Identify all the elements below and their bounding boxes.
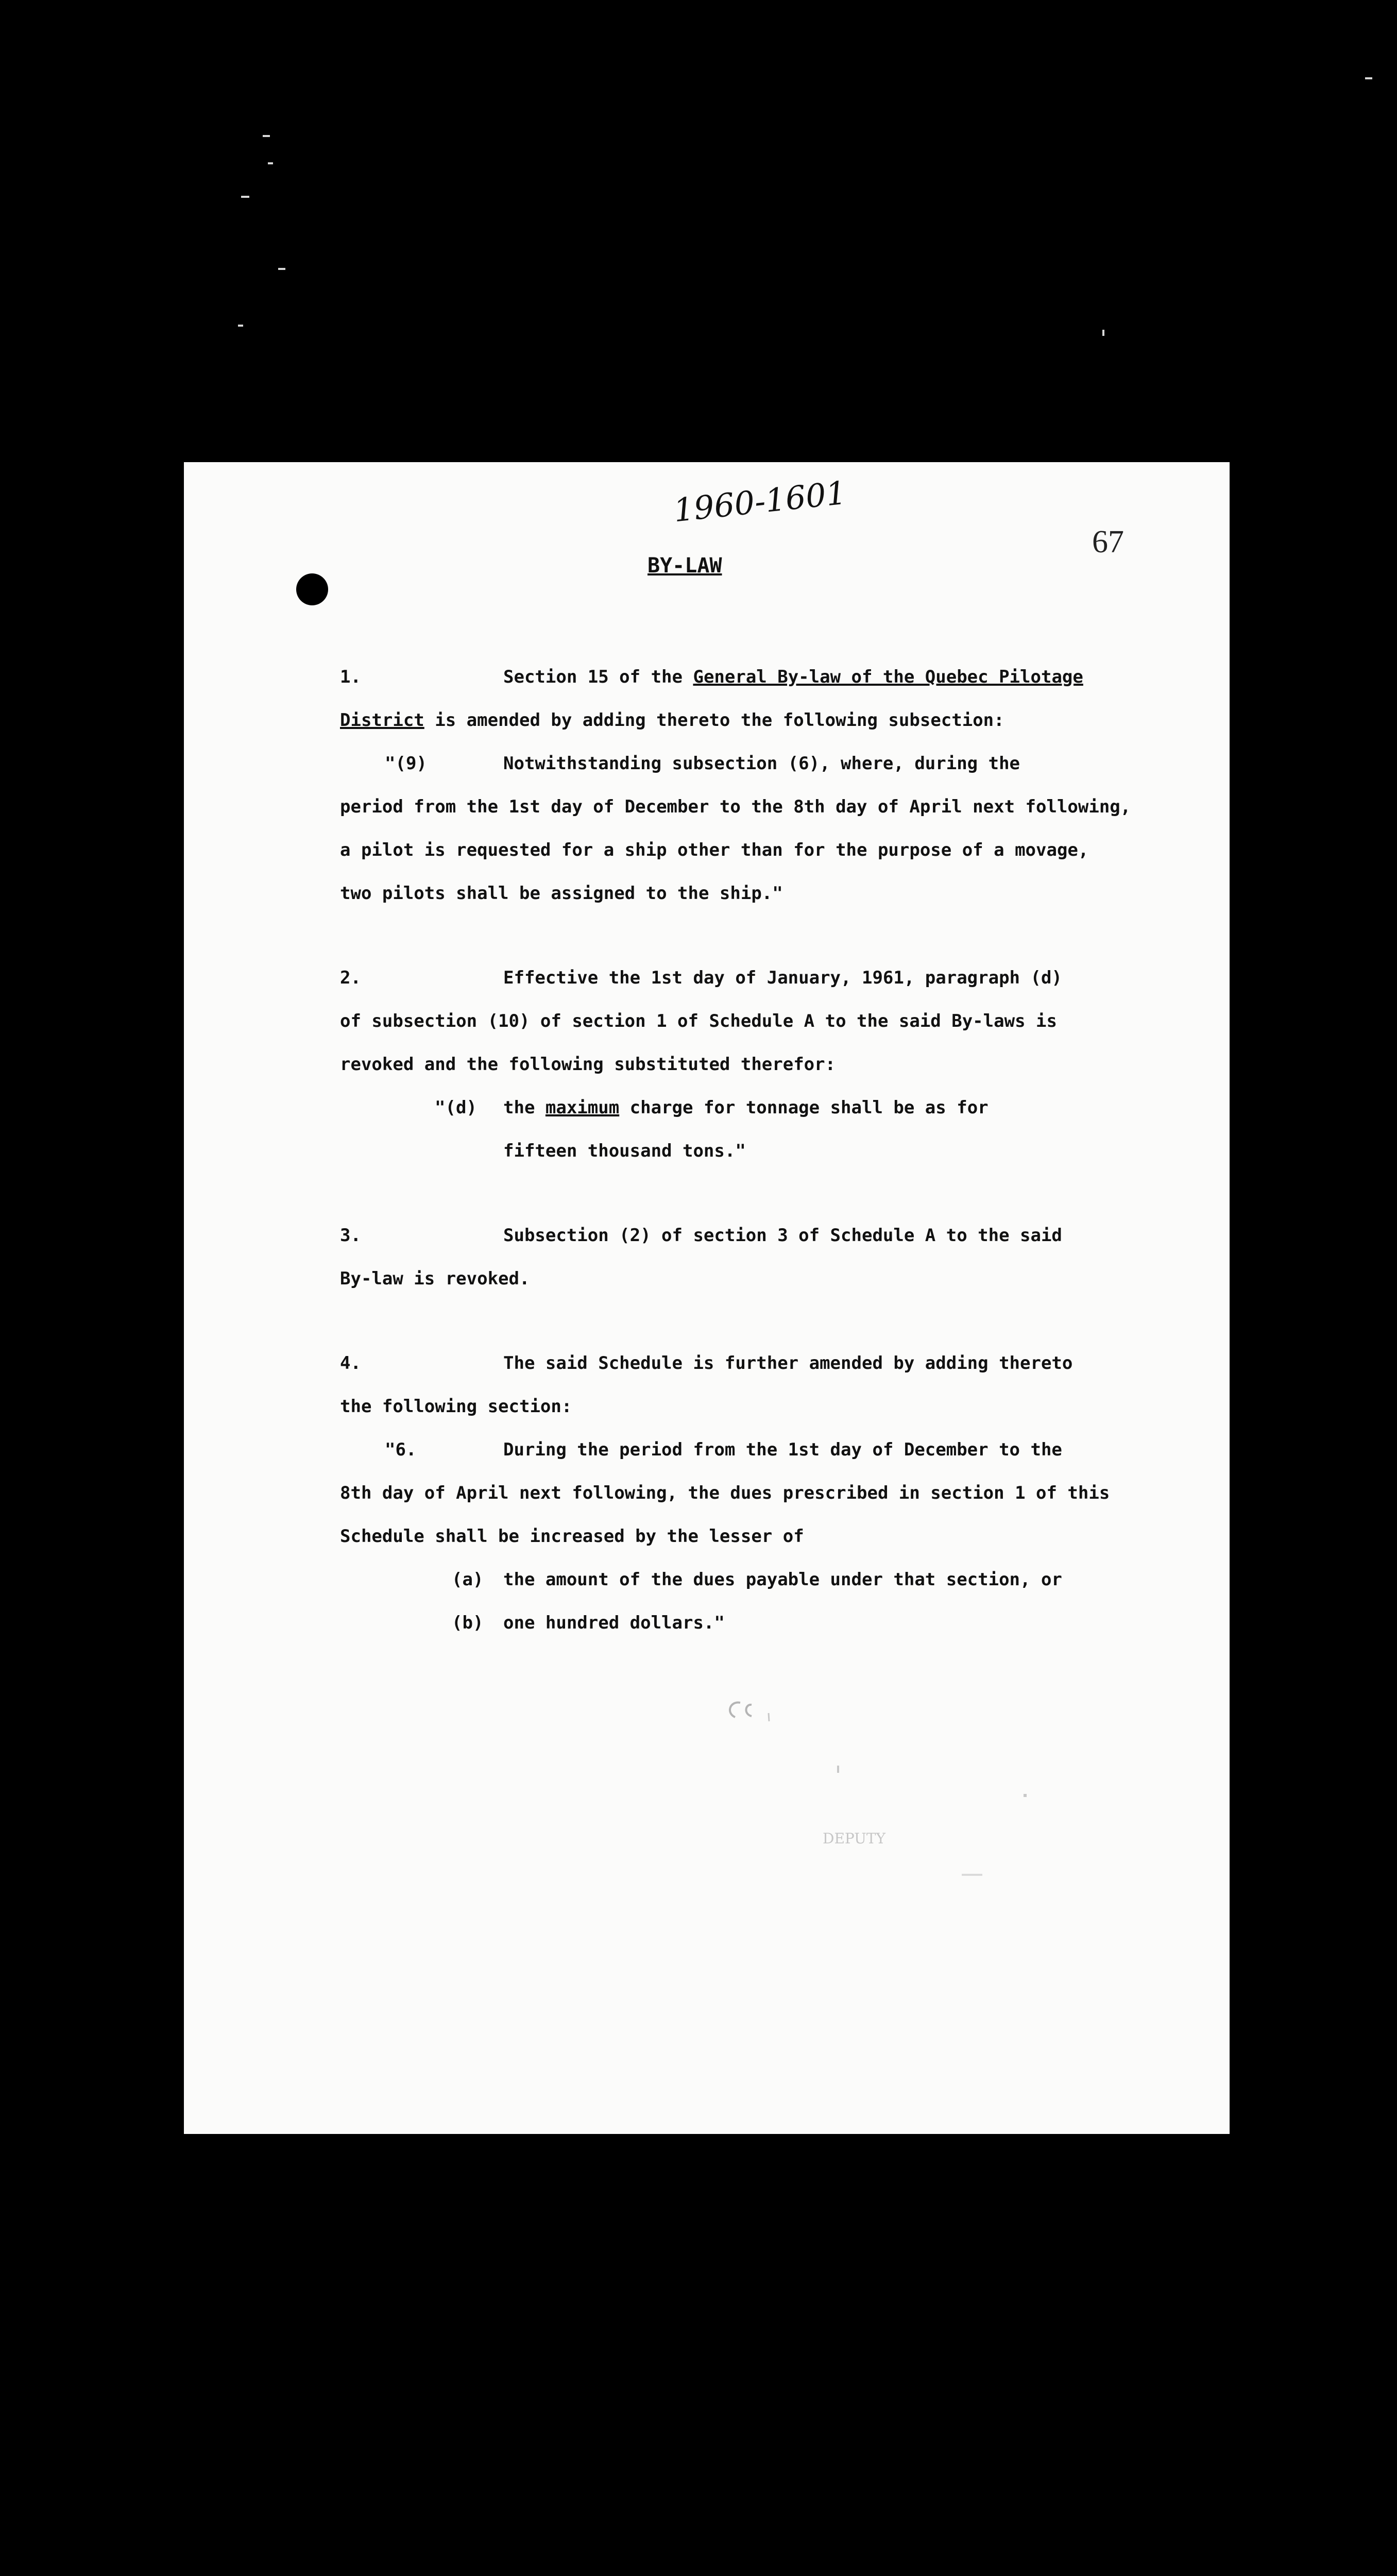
paragraph-d-label: "(d) [435, 1097, 477, 1118]
scan-speck [1102, 330, 1104, 336]
section-1-number: 1. [340, 667, 361, 687]
section-4-line-3: During the period from the 1st day of December to the [503, 1439, 1062, 1460]
faint-signature-mark [720, 1693, 802, 1730]
item-b-text: one hundred dollars." [503, 1613, 725, 1633]
item-a-text: the amount of the dues payable under that section, or [503, 1569, 1062, 1590]
paragraph-d-line-2: fifteen thousand tons." [503, 1141, 746, 1161]
section-1-line-2 [340, 710, 1004, 731]
scan-speck [1365, 77, 1372, 79]
section-3-line-2: By-law is revoked. [340, 1268, 530, 1289]
section-1-line-6: two pilots shall be assigned to the ship." [340, 883, 783, 904]
paper-speck [962, 1874, 982, 1876]
scan-speck [238, 325, 243, 327]
section-2-line-2: of subsection (10) of section 1 of Schedule A to the said By-laws is [340, 1011, 1057, 1031]
bylaw-name-underlined: General By-law of the Quebec Pilotage [693, 667, 1083, 687]
section-3-line-1: Subsection (2) of section 3 of Schedule A to the said [503, 1225, 1062, 1246]
section-1-line-4: period from the 1st day of December to the 8th day of April next following, [340, 796, 1131, 817]
paragraph-d-line-1 [503, 1097, 989, 1118]
scan-speck [241, 196, 249, 198]
document-page [184, 462, 1230, 2134]
faint-stamp-text: DEPUTY [823, 1830, 885, 1847]
punch-hole [296, 573, 328, 605]
scan-speck [278, 268, 285, 270]
subsection-9-number: "(9) [385, 753, 427, 774]
scan-speck [263, 135, 270, 137]
item-b-label: (b) [452, 1613, 484, 1633]
section-2-line-3: revoked and the following substituted therefor: [340, 1054, 836, 1075]
section-6-number: "6. [385, 1439, 417, 1460]
section-1-line-2-text: is amended by adding thereto the following subsection: [424, 710, 1004, 731]
scan-speck [268, 162, 273, 164]
section-2-number: 2. [340, 968, 361, 988]
section-2-line-1: Effective the 1st day of January, 1961, paragraph (d) [503, 968, 1062, 988]
section-1-line-1 [503, 667, 1083, 687]
document-title: BY-LAW [648, 554, 722, 578]
paper-speck [837, 1766, 839, 1773]
maximum-underlined: maximum [545, 1097, 620, 1118]
item-a-label: (a) [452, 1569, 484, 1590]
section-1-line-3: Notwithstanding subsection (6), where, during the [503, 753, 1020, 774]
paragraph-d-text-a: the [503, 1097, 546, 1118]
section-4-line-4: 8th day of April next following, the dues prescribed in section 1 of this [340, 1483, 1110, 1503]
section-4-line-1: The said Schedule is further amended by adding thereto [503, 1353, 1073, 1374]
handwritten-note: 1960-1601 [672, 473, 848, 530]
section-1-line-5: a pilot is requested for a ship other than for the purpose of a movage, [340, 840, 1089, 860]
district-underlined: District [340, 710, 424, 731]
page-number: 67 [1092, 524, 1124, 560]
section-4-line-2: the following section: [340, 1396, 572, 1417]
paper-speck [1024, 1794, 1027, 1797]
section-4-line-5: Schedule shall be increased by the lesser of [340, 1526, 804, 1547]
section-4-number: 4. [340, 1353, 361, 1374]
section-1-line-1-text: Section 15 of the [503, 667, 693, 687]
section-3-number: 3. [340, 1225, 361, 1246]
paragraph-d-text-b: charge for tonnage shall be as for [619, 1097, 989, 1118]
